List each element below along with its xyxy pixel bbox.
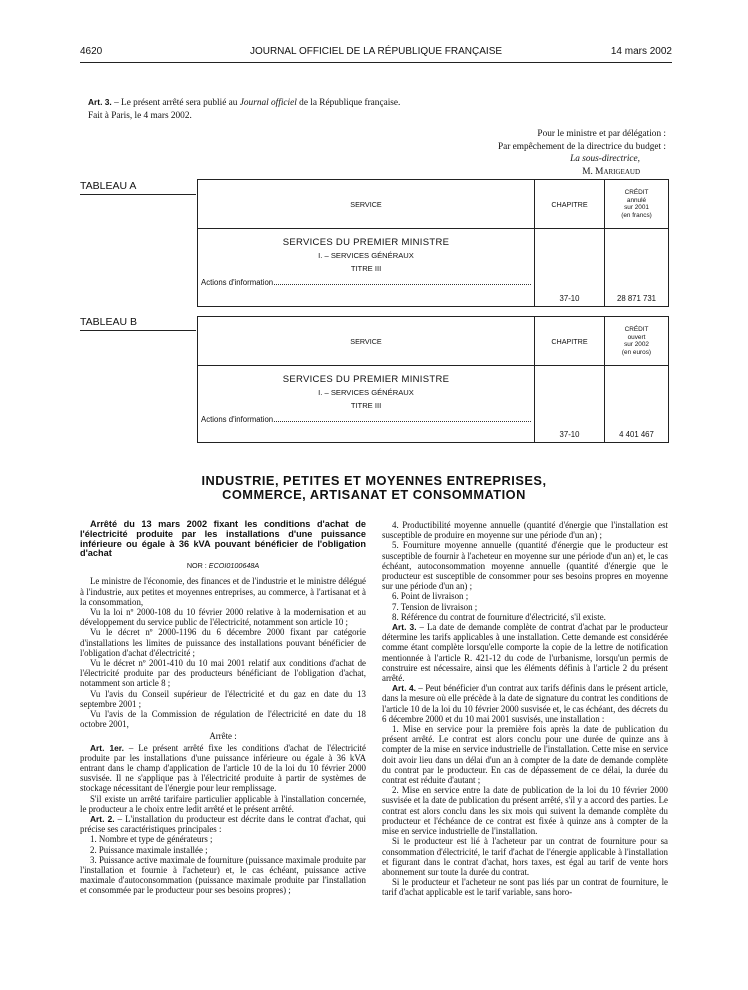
table-b-body: [198, 366, 535, 443]
fait-line: Fait à Paris, le 4 mars 2002.: [88, 111, 192, 121]
credit-line: CRÉDIT: [624, 189, 649, 196]
header-divider: [80, 62, 672, 63]
chapitre-value: 37-10: [559, 294, 580, 303]
row-label: Actions d'information: [201, 415, 274, 424]
table-b-header-credit: [605, 317, 669, 366]
chapitre-value: 37-10: [559, 430, 580, 439]
visa-paragraph: Vu le décret nº 2000-1196 du 6 décembre 2000 fixant par catégorie d'installations les limites de puissance des installations pouvant bénéficier de l'obligation d'achat d'électricité ;: [80, 627, 366, 658]
credit-line: ouvert: [627, 333, 646, 341]
credit-line: sur 2002: [624, 341, 649, 348]
article-2-label: Art. 2.: [90, 814, 115, 825]
table-a-header-credit: [605, 180, 669, 229]
article-text: – Le présent arrêté sera publié au: [111, 98, 240, 108]
table-a-header-service: SERVICE: [198, 180, 535, 229]
article-3-label: Art. 3.: [392, 622, 417, 633]
list-item: 4. Productibilité moyenne annuelle (quantité d'énergie que l'installation est susceptible de produire en moyenne sur une période d'un an) ;: [382, 520, 668, 541]
top-article-text: [88, 96, 648, 110]
page-number: 4620: [80, 46, 103, 57]
table-b-label: TABLEAU B: [80, 316, 137, 328]
table-b-label-rule: [80, 330, 196, 331]
table-b-header-service: SERVICE: [198, 317, 535, 366]
journal-name: Journal officiel: [239, 98, 297, 108]
credit-line: annulé: [626, 196, 647, 204]
article-2-text: – L'installation du producteur est décrite dans le contrat d'achat, qui précise ses caractéristiques principales :: [80, 814, 366, 835]
credit-value: 28 871 731: [616, 294, 657, 303]
article-label: Art. 3.: [88, 97, 112, 107]
article-2: [80, 814, 366, 834]
table-a-chapitre-cell: [535, 229, 605, 307]
nor-value: ECOI0100648A: [208, 561, 260, 571]
table-a-credit-cell: [605, 229, 669, 307]
visa-paragraph: Vu l'avis du Conseil supérieur de l'électricité et du gaz en date du 13 septembre 2001 ;: [80, 688, 366, 709]
titre-label: TITRE III: [350, 264, 382, 273]
article-4-text: – Peut bénéficier d'un contrat aux tarifs définis dans le présent article, dans la mesure où elle précède à la date de signature du contrat les conditions de l'article 10 de la loi du 10 février 2000 susvisée et, le cas échéant, des décrets du 6 décembre 2000 et du 10 mai 2001 susvisés, une installation :: [382, 683, 668, 724]
credit-value: 4 401 467: [619, 430, 654, 439]
list-item: 1. Mise en service pour la première fois après la date de publication du présent arrêté. Le contrat est alors conclu pour une durée de quinze ans à compter de la mise en service industrielle de l'installation. Cette mise en service doit avoir lieu dans un délai d'un an à compter de la date de demande complète du contrat par le producteur. En cas de dépassement de ce délai, la durée du contrat est réduite d'autant ;: [382, 724, 668, 786]
table-a-label-rule: [80, 194, 196, 195]
article-4-label: Art. 4.: [392, 683, 416, 694]
row-label: Actions d'information: [201, 278, 274, 287]
arrete-label: Arrête :: [209, 731, 237, 742]
article-4-paragraph: Si le producteur est lié à l'acheteur par un contrat de fourniture pour sa consommation d'électricité, le tarif d'achat de l'énergie applicable à l'installation et figurant dans le contrat d'achat, hors taxes, est égal au tarif de vente hors abonnement sur toute la durée du contrat.: [382, 836, 668, 877]
journal-title: JOURNAL OFFICIEL DE LA RÉPUBLIQUE FRANÇAISE: [249, 46, 503, 57]
page-header: [80, 46, 672, 60]
credit-line: sur 2001: [624, 204, 649, 211]
list-item: 2. Puissance maximale installée ;: [90, 844, 208, 855]
list-item: 7. Tension de livraison ;: [392, 601, 478, 612]
article-4-paragraph: Si le producteur et l'acheteur ne sont pas liés par un contrat de fourniture, le tarif d'achat applicable est le tarif variable, sans horo-: [382, 877, 668, 898]
service-subtitle: I. – SERVICES GÉNÉRAUX: [318, 251, 414, 260]
table-row: [201, 415, 531, 424]
nor-reference: [80, 561, 366, 571]
list-item: 1. Nombre et type de générateurs ;: [90, 834, 213, 845]
signature-name: M. Marigeaud: [582, 166, 640, 177]
table-a-body: [198, 229, 535, 307]
visa-paragraph: Vu la loi nº 2000-108 du 10 février 2000 relative à la modernisation et au développement du service public de l'électricité, notamment son article 10 ;: [80, 607, 366, 628]
article-1-paragraph-2: S'il existe un arrêté tarifaire particulier applicable à l'installation concernée, le producteur a le choix entre ledit arrêté et le présent arrêté.: [80, 793, 366, 814]
article-3-text: – La date de demande complète de contrat d'achat par le producteur détermine les tarifs applicables à une installation. Cette demande est considérée comme étant complète lorsqu'elle comporte la copie de la lettre de notification mentionnée à l'article R. 421-12 du code de l'urbanisme, lorsqu'un permis de construire est nécessaire, ainsi que les éléments définis à l'article 2 du présent arrêté.: [382, 622, 668, 684]
service-title: SERVICES DU PREMIER MINISTRE: [282, 374, 450, 385]
article-text-end: de la République française.: [296, 98, 401, 108]
credit-line: (en euros): [621, 348, 652, 356]
list-item: 8. Référence du contrat de fourniture d'électricité, s'il existe.: [392, 611, 606, 622]
preamble-paragraph: Le ministre de l'économie, des finances et de l'industrie et le ministre délégué à l'industrie, aux petites et moyennes entreprises, au commerce, à l'artisanat et à la consommation,: [80, 576, 366, 607]
credit-line: CRÉDIT: [624, 326, 649, 333]
titre-label: TITRE III: [350, 401, 382, 410]
signature-line-1: Pour le ministre et par délégation :: [537, 129, 666, 139]
signature-line-3: La sous-directrice,: [570, 154, 640, 164]
section-heading-line-2: COMMERCE, ARTISANAT ET CONSOMMATION: [222, 487, 526, 502]
table-b-header-chapitre: CHAPITRE: [535, 317, 605, 366]
article-1-text: – Le présent arrêté fixe les conditions d'achat de l'électricité produite par les installations d'une puissance inférieure ou égale à 36 kVA entrant dans le champ d'application de l'article 10 de la loi du 10 février 2000 susvisée. Il ne s'applique pas à l'électricité produite à partir de systèmes de stockage nécessitant de l'énergie pour leur remplissage.: [80, 742, 366, 794]
section-heading-line-1: INDUSTRIE, PETITES ET MOYENNES ENTREPRISES,: [201, 473, 547, 488]
article-1: [80, 743, 366, 794]
table-a-header-chapitre: CHAPITRE: [535, 180, 605, 229]
arrete-title: Arrêté du 13 mars 2002 fixant les conditions d'achat de l'électricité produite par les installations d'une puissance inférieure ou égale à 36 kVA pouvant bénéficier de l'obligation d'achat: [80, 519, 366, 559]
service-subtitle: I. – SERVICES GÉNÉRAUX: [318, 388, 414, 397]
issue-date: 14 mars 2002: [610, 46, 672, 57]
credit-line: (en francs): [621, 211, 652, 219]
dot-leader: [274, 283, 531, 285]
article-4: [382, 683, 668, 724]
table-a: [197, 179, 669, 307]
left-column: [80, 520, 366, 896]
right-column: [382, 520, 668, 898]
table-a-label: TABLEAU A: [80, 180, 137, 192]
article-3: [382, 622, 668, 683]
article-1-label: Art. 1er.: [90, 742, 124, 753]
signature-block: [420, 128, 666, 178]
nor-label: NOR :: [186, 561, 207, 571]
visa-paragraph: Vu le décret nº 2001-410 du 10 mai 2001 relatif aux conditions d'achat de l'électricité produite par des producteurs bénéficiant de l'obligation d'achat, notamment son article 8 ;: [80, 658, 366, 689]
signature-line-2: Par empêchement de la directrice du budget :: [497, 141, 666, 152]
table-b-credit-cell: [605, 366, 669, 443]
visa-paragraph: Vu l'avis de la Commission de régulation de l'électricité en date du 18 octobre 2001,: [80, 709, 366, 730]
section-heading: [150, 474, 598, 502]
list-item: 2. Mise en service entre la date de publication de la loi du 10 février 2000 susvisée et la date de publication du présent arrêté, s'il y a accord des parties. Le contrat est alors conclu dans les six mois qui suivent la demande complète du producteur et l'échéance de ce contrat est fixée à quinze ans à compter de la mise en service industrielle de l'installation.: [382, 785, 668, 837]
table-b-chapitre-cell: [535, 366, 605, 443]
top-article: [88, 96, 648, 123]
table-b: [197, 316, 669, 443]
table-row: [201, 278, 531, 287]
list-item: 3. Puissance active maximale de fourniture (puissance maximale produite par l'installation et fournie à l'acheteur) et, le cas échéant, puissance active maximale d'autoconsommation (puissance maximale produite par l'installation et consommée par le producteur pour ses besoins propres) ;: [80, 854, 366, 896]
dot-leader: [274, 420, 531, 422]
list-item: 5. Fourniture moyenne annuelle (quantité d'énergie que le producteur est susceptible de fournir à l'acheteur en moyenne sur une période d'un an) et, le cas échéant, autoconsommation moyenne annuelle (quantité d'énergie que le producteur est susceptible de consommer pour ses besoins propres en moyenne sur une période d'un an) ;: [382, 540, 668, 592]
list-item: 6. Point de livraison ;: [392, 591, 469, 602]
service-title: SERVICES DU PREMIER MINISTRE: [282, 237, 450, 248]
